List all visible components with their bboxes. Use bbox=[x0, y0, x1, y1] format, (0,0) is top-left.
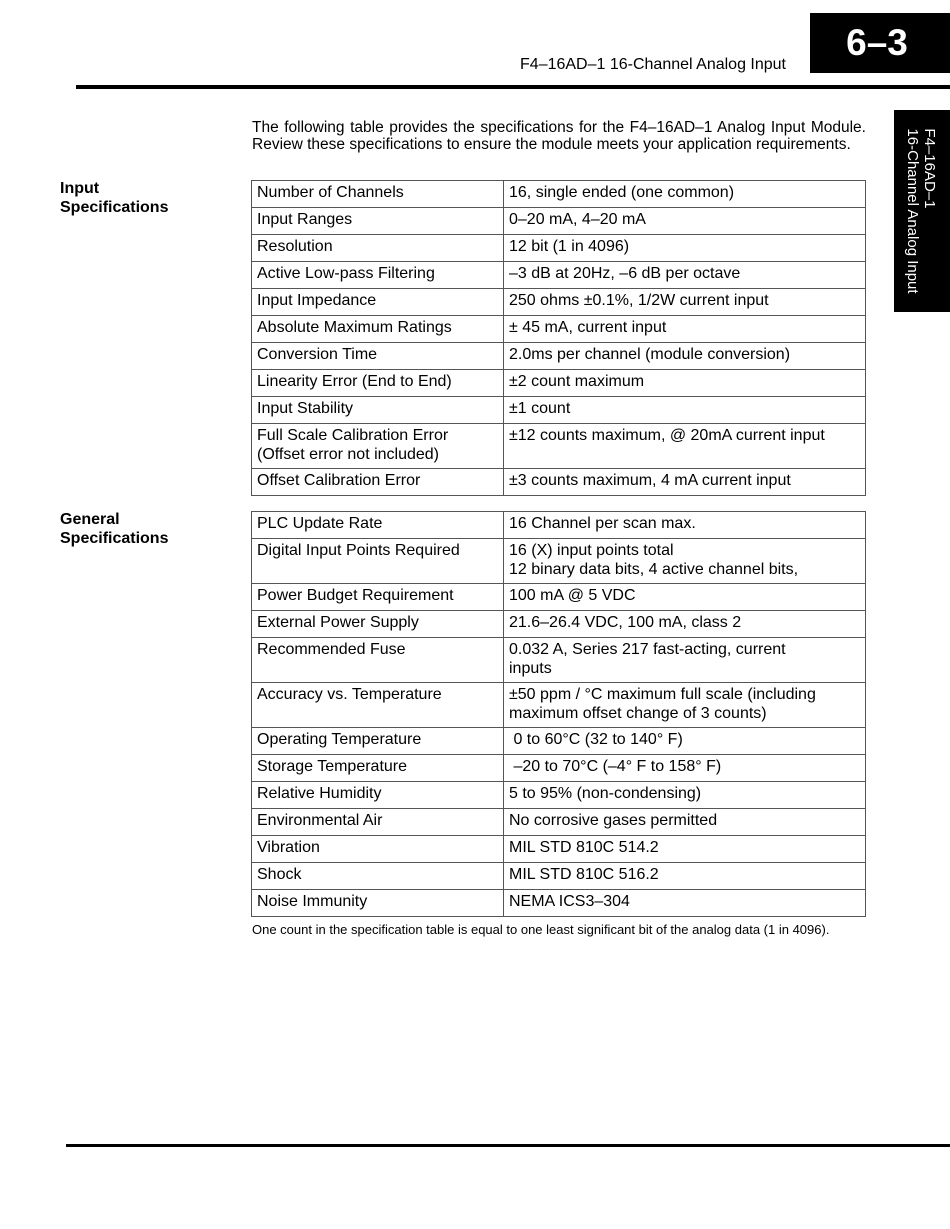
spec-value bbox=[504, 289, 866, 316]
table-row bbox=[252, 809, 866, 836]
spec-parameter-text: External Power Supply bbox=[257, 614, 419, 631]
intro-paragraph: The following table provides the specifications for the F4–16AD–1 Analog Input Module. Review these specifications to ensure the module meets your application requirements. bbox=[252, 119, 866, 153]
table-row bbox=[252, 683, 866, 728]
input-label-line2: Specifications bbox=[60, 199, 169, 216]
spec-parameter-text: Number of Channels bbox=[257, 184, 404, 201]
spec-value-text: MIL STD 810C 516.2 bbox=[509, 866, 659, 883]
spec-value-text: ±2 count maximum bbox=[509, 373, 645, 390]
spec-value-text: No corrosive gases permitted bbox=[509, 812, 718, 829]
spec-value bbox=[504, 469, 866, 496]
chapter-side-tab[interactable] bbox=[894, 110, 950, 312]
spec-value-text: 0 to 60°C (32 to 140° F) bbox=[509, 731, 683, 748]
spec-value-text-line2: maximum offset change of 3 counts) bbox=[509, 705, 767, 722]
spec-parameter-text: Vibration bbox=[257, 839, 320, 856]
input-specifications-table bbox=[251, 180, 866, 496]
spec-parameter-text: Accuracy vs. Temperature bbox=[257, 686, 442, 703]
general-specifications-label bbox=[60, 510, 240, 548]
spec-value-text: ±3 counts maximum, 4 mA current input bbox=[509, 472, 791, 489]
input-specifications-label bbox=[60, 179, 240, 217]
spec-parameter bbox=[252, 539, 504, 584]
table-row bbox=[252, 863, 866, 890]
spec-value bbox=[504, 343, 866, 370]
spec-value bbox=[504, 728, 866, 755]
spec-value bbox=[504, 424, 866, 469]
general-label-line1: General bbox=[60, 511, 120, 528]
spec-parameter bbox=[252, 863, 504, 890]
footnote: One count in the specification table is equal to one least significant bit of the analog data (1 in 4096). bbox=[252, 922, 830, 937]
spec-value bbox=[504, 181, 866, 208]
table-row bbox=[252, 289, 866, 316]
spec-parameter bbox=[252, 397, 504, 424]
spec-parameter bbox=[252, 683, 504, 728]
spec-parameter-text: Input Impedance bbox=[257, 292, 377, 309]
spec-value bbox=[504, 836, 866, 863]
spec-value-text: 2.0ms per channel (module conversion) bbox=[509, 346, 791, 363]
table-row bbox=[252, 208, 866, 235]
spec-value-text: 0.032 A, Series 217 fast-acting, current bbox=[509, 641, 786, 658]
spec-parameter bbox=[252, 469, 504, 496]
spec-parameter bbox=[252, 611, 504, 638]
spec-parameter-text: Full Scale Calibration Error bbox=[257, 427, 449, 444]
table-row bbox=[252, 181, 866, 208]
spec-value bbox=[504, 539, 866, 584]
spec-value bbox=[504, 397, 866, 424]
spec-parameter bbox=[252, 424, 504, 469]
spec-value bbox=[504, 863, 866, 890]
spec-value bbox=[504, 584, 866, 611]
table-row bbox=[252, 890, 866, 917]
page-number-badge: 6–3 bbox=[810, 13, 950, 73]
table-row bbox=[252, 370, 866, 397]
spec-value-text: 5 to 95% (non-condensing) bbox=[509, 785, 702, 802]
table-row bbox=[252, 469, 866, 496]
spec-value-text: 21.6–26.4 VDC, 100 mA, class 2 bbox=[509, 614, 742, 631]
general-specifications-table bbox=[251, 511, 866, 917]
spec-value-text: ±12 counts maximum, @ 20mA current input bbox=[509, 427, 825, 444]
spec-value bbox=[504, 262, 866, 289]
table-row bbox=[252, 235, 866, 262]
spec-parameter bbox=[252, 316, 504, 343]
table-row bbox=[252, 343, 866, 370]
header-rule bbox=[76, 85, 950, 89]
spec-parameter bbox=[252, 755, 504, 782]
spec-parameter bbox=[252, 836, 504, 863]
table-row bbox=[252, 782, 866, 809]
page-header-title: F4–16AD–1 16-Channel Analog Input bbox=[520, 56, 786, 73]
side-tab-line2: 16-Channel Analog Input bbox=[904, 128, 921, 294]
table-row bbox=[252, 638, 866, 683]
spec-value bbox=[504, 316, 866, 343]
spec-value-text: 250 ohms ±0.1%, 1/2W current input bbox=[509, 292, 769, 309]
spec-value-text: MIL STD 810C 514.2 bbox=[509, 839, 659, 856]
side-tab-line1: F4–16AD–1 bbox=[921, 128, 938, 209]
spec-parameter-text: Resolution bbox=[257, 238, 333, 255]
spec-value bbox=[504, 512, 866, 539]
spec-parameter-text: Offset Calibration Error bbox=[257, 472, 421, 489]
spec-value-text: –3 dB at 20Hz, –6 dB per octave bbox=[509, 265, 741, 282]
spec-parameter bbox=[252, 235, 504, 262]
spec-parameter bbox=[252, 370, 504, 397]
table-row bbox=[252, 397, 866, 424]
general-label-line2: Specifications bbox=[60, 530, 169, 547]
spec-parameter-text: Shock bbox=[257, 866, 302, 883]
spec-parameter bbox=[252, 208, 504, 235]
spec-value bbox=[504, 235, 866, 262]
spec-value-text: ±1 count bbox=[509, 400, 571, 417]
spec-value bbox=[504, 683, 866, 728]
spec-parameter bbox=[252, 782, 504, 809]
spec-parameter-text: Input Ranges bbox=[257, 211, 353, 228]
spec-value-text-line2: inputs bbox=[509, 660, 552, 677]
spec-parameter bbox=[252, 728, 504, 755]
spec-parameter-text: PLC Update Rate bbox=[257, 515, 383, 532]
spec-value-text: 12 bit (1 in 4096) bbox=[509, 238, 630, 255]
table-row bbox=[252, 755, 866, 782]
spec-value bbox=[504, 208, 866, 235]
table-row bbox=[252, 584, 866, 611]
spec-parameter-text: Operating Temperature bbox=[257, 731, 422, 748]
spec-parameter bbox=[252, 890, 504, 917]
table-row bbox=[252, 262, 866, 289]
footer-rule bbox=[66, 1144, 950, 1147]
table-row bbox=[252, 512, 866, 539]
spec-parameter-text: Conversion Time bbox=[257, 346, 378, 363]
spec-parameter-text: Input Stability bbox=[257, 400, 354, 417]
spec-value bbox=[504, 638, 866, 683]
spec-value bbox=[504, 809, 866, 836]
spec-parameter bbox=[252, 181, 504, 208]
spec-value bbox=[504, 755, 866, 782]
spec-parameter bbox=[252, 343, 504, 370]
spec-value-text: 16 Channel per scan max. bbox=[509, 515, 696, 532]
table-row bbox=[252, 836, 866, 863]
input-label-line1: Input bbox=[60, 180, 100, 197]
spec-value-text: 16, single ended (one common) bbox=[509, 184, 735, 201]
spec-value bbox=[504, 782, 866, 809]
spec-parameter bbox=[252, 289, 504, 316]
spec-value-text: 16 (X) input points total bbox=[509, 542, 674, 559]
spec-value-text: 100 mA @ 5 VDC bbox=[509, 587, 636, 604]
spec-parameter-text-line2: (Offset error not included) bbox=[257, 446, 440, 463]
table-row bbox=[252, 728, 866, 755]
spec-value bbox=[504, 890, 866, 917]
spec-value-text: ± 45 mA, current input bbox=[509, 319, 667, 336]
spec-parameter bbox=[252, 638, 504, 683]
spec-parameter-text: Absolute Maximum Ratings bbox=[257, 319, 452, 336]
spec-parameter-text: Linearity Error (End to End) bbox=[257, 373, 452, 390]
table-row bbox=[252, 316, 866, 343]
spec-value-text: –20 to 70°C (–4° F to 158° F) bbox=[509, 758, 722, 775]
table-row bbox=[252, 539, 866, 584]
spec-parameter-text: Recommended Fuse bbox=[257, 641, 406, 658]
spec-parameter-text: Digital Input Points Required bbox=[257, 542, 460, 559]
spec-value-text: ±50 ppm / °C maximum full scale (including bbox=[509, 686, 816, 703]
spec-parameter-text: Noise Immunity bbox=[257, 893, 368, 910]
spec-parameter-text: Environmental Air bbox=[257, 812, 383, 829]
spec-value bbox=[504, 611, 866, 638]
spec-parameter-text: Relative Humidity bbox=[257, 785, 382, 802]
table-row bbox=[252, 424, 866, 469]
spec-value-text: 0–20 mA, 4–20 mA bbox=[509, 211, 646, 228]
table-row bbox=[252, 611, 866, 638]
spec-parameter-text: Power Budget Requirement bbox=[257, 587, 454, 604]
spec-parameter-text: Storage Temperature bbox=[257, 758, 408, 775]
spec-parameter-text: Active Low-pass Filtering bbox=[257, 265, 435, 282]
spec-parameter bbox=[252, 262, 504, 289]
spec-value bbox=[504, 370, 866, 397]
side-tab-text bbox=[904, 128, 938, 293]
spec-parameter bbox=[252, 512, 504, 539]
spec-parameter bbox=[252, 809, 504, 836]
spec-value-text: NEMA ICS3–304 bbox=[509, 893, 630, 910]
spec-value-text-line2: 12 binary data bits, 4 active channel bits, bbox=[509, 561, 799, 578]
spec-parameter bbox=[252, 584, 504, 611]
